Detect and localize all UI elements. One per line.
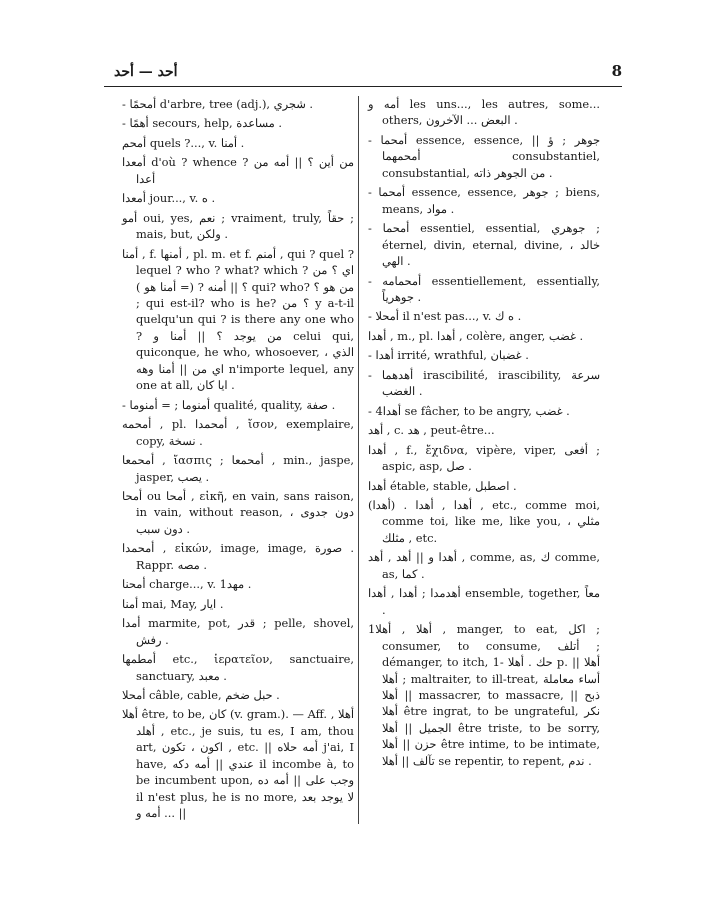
right-column: [368, 96, 600, 772]
dictionary-entry: أمنا , f. أمنها , pl. m. et f. أمنم , qui ? quel ? lequel ? who ? what? which ? اي ؟ من ؟ || أمنه ? (= أمنا هو ) qui? who? من هو ؟ ; qui est-il? who is he? ؟ من y a-t-il quelqu'un qui ? is there any one who ? من يوجد ؟ || أمنا و celui qui, quiconque, he who, whosoever, الذي ، اي من || أمنا وهه n'importe lequel, any one at all, ايا كان .: [122, 246, 355, 393]
dictionary-entry: - أمحما essentiel, essential, جوهري ; éternel, divin, eternal, divine, خالد ، الهي .: [368, 221, 601, 269]
dictionary-entry: أهدا و || أهد , أهد , comme, as, ك comme, as, كما .: [368, 550, 600, 581]
header-rule: [104, 86, 622, 87]
dictionary-entry: - أمحلا il n'est pas..., v. ه ك .: [368, 309, 522, 324]
dictionary-entry: - أهمًا secours, help, مساعدة .: [122, 116, 283, 131]
dictionary-entry: - أمحما essence, essence, جوهر ; biens, means, مواد .: [368, 185, 600, 216]
dictionary-entry: أمعدا jour..., v. ه .: [122, 191, 216, 206]
dictionary-entry: أمحنا charge..., v. 1مهد .: [122, 577, 252, 592]
running-head: أحد — أحد: [114, 64, 178, 80]
dictionary-entry: أمحمدا , εἰκών, image, image, صورة . Rappr. مصه .: [122, 541, 354, 572]
dictionary-entry: 1أهلا , أهلا , manger, to eat, اكل ; consumer, to consume, أتلف ; démanger, to itch, حك . أهلا -1 p. || أهلا ; أهلا maltraiter, to ill-treat, أساء معاملة || أهلا massacrer, to massacre, ذبح || أهلا être ingrat, to be ungrateful, نكر الجميل || أهلا être triste, to be sorry, حزن || أهلا être intime, to be intimate, تآلف || أهلا se repentir, to repent, ندم .: [368, 622, 601, 768]
dictionary-entry: - 4أهدا se fâcher, to be angry, غضب .: [368, 403, 570, 418]
dictionary-entry: - أهدا irrité, wrathful, غضبان .: [368, 348, 529, 363]
dictionary-entry: - أمنوما ; = أمنوما qualité, quality, صفة .: [122, 397, 336, 412]
dictionary-entry: (أهدا) . أهدا , أهدا , etc., comme moi, comme toi, like me, like you, مثلي ، مثلك , etc.: [368, 497, 601, 545]
page-header: [104, 60, 622, 82]
dictionary-entry: أهد , c. هد , peut-être...: [368, 423, 495, 438]
dictionary-entry: أهدمدا ; أهدا , أهدا ensemble, together, معاً .: [368, 586, 601, 617]
page-number: 8: [611, 62, 622, 80]
dictionary-entry: أمه و les uns..., les autres, some... others, البعض ... الآخرون .: [368, 97, 601, 128]
dictionary-entry: - أمحمامه essentiellement, essentially, جوهرياً .: [368, 273, 600, 304]
dictionary-entry: - أمحما essence, essence, جوهر ; ؤ || أمحمهما consubstantiel, consubstantial, من الجوهر ذاته .: [368, 132, 600, 180]
dictionary-entry: - أمحمًا d'arbre, tree (adj.), شجري .: [122, 97, 314, 111]
dictionary-entry: أهدا , m., pl. أهدا , colère, anger, غضب .: [368, 328, 584, 343]
dictionary-entry: أهدا , f., ἔχιδνα, vipère, viper, أفعى ; aspic, asp, صل .: [368, 442, 600, 474]
dictionary-entry: أهدا étable, stable, اصطبل .: [368, 478, 517, 493]
column-divider: [358, 96, 359, 824]
dictionary-entry: أمحا ou أمحا , εἰκῆ, en vain, sans raison, in vain, without reason, دون جدوى ، دون سبب .: [122, 488, 355, 536]
dictionary-entry: أمحم quels ?..., v. أمنا .: [122, 135, 245, 150]
dictionary-entry: أمحلا câble, cable, حبل ضخم .: [122, 687, 280, 702]
dictionary-entry: أمنا mai, May, ايار .: [122, 596, 224, 611]
dictionary-entry: أهلا être, to be, كان (v. gram.). — Aff. أهلا , أهلد , etc., je suis, tu es, I am, thou art, اكون ، تكون , etc. || أمه حلاه j'ai, I have, عندي || أمه دكه il incombe à, to be incumbent upon, وجب على || أمه ده il n'est plus, he is no more, لا يوجد بعد || ... أمه و: [122, 707, 354, 821]
dictionary-entry: أمدا marmite, pot, قدر ; pelle, shovel, رفش .: [122, 616, 354, 647]
left-column: [122, 96, 354, 825]
dictionary-entry: أمحمعا , ἴασπις ; أمحمعا , min., jaspe, jasper, يصب .: [122, 453, 354, 484]
dictionary-entry: أمعدا d'où ? whence ? من أين ؟ || أمه من أعدا: [122, 155, 354, 186]
dictionary-entry: أمو oui, yes, نعم ; vraiment, truly, حقاً ; mais, but, ولكن .: [122, 210, 354, 242]
dictionary-entry: أمطمها etc., ἱερατεῖον, sanctuaire, sanctuary, معبد .: [122, 652, 354, 683]
dictionary-entry: - أهدهما irascibilité, irascibility, سرعة الغضب .: [368, 367, 600, 399]
dictionary-entry: أمحمه , pl. أمحمدا , ἴσον, exemplaire, copy, نسخة .: [122, 417, 354, 448]
